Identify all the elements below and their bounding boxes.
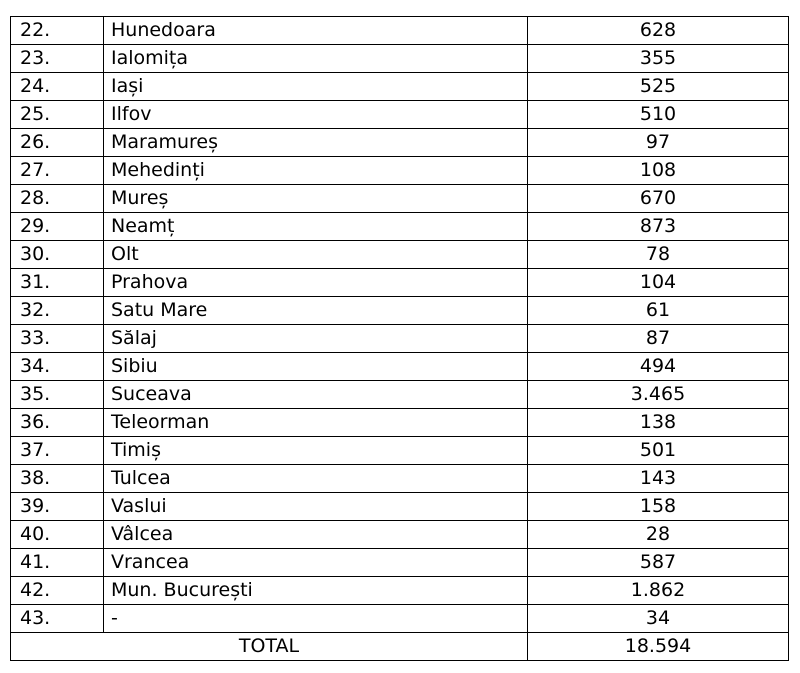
county-name: Neamț xyxy=(104,213,528,241)
table-row xyxy=(11,269,789,297)
county-value: 525 xyxy=(528,73,789,101)
county-name: Maramureș xyxy=(104,129,528,157)
row-number: 34. xyxy=(11,353,104,381)
county-value: 873 xyxy=(528,213,789,241)
county-name: Suceava xyxy=(104,381,528,409)
table-row xyxy=(11,241,789,269)
row-number: 31. xyxy=(11,269,104,297)
county-name: Timiș xyxy=(104,437,528,465)
row-number: 39. xyxy=(11,493,104,521)
county-name: Vaslui xyxy=(104,493,528,521)
county-name: Prahova xyxy=(104,269,528,297)
row-number: 42. xyxy=(11,577,104,605)
table-row xyxy=(11,549,789,577)
county-value: 1.862 xyxy=(528,577,789,605)
table-row xyxy=(11,437,789,465)
county-value: 87 xyxy=(528,325,789,353)
row-number: 29. xyxy=(11,213,104,241)
county-value: 104 xyxy=(528,269,789,297)
row-number: 35. xyxy=(11,381,104,409)
county-value: 108 xyxy=(528,157,789,185)
county-table xyxy=(10,16,789,661)
row-number: 24. xyxy=(11,73,104,101)
row-number: 38. xyxy=(11,465,104,493)
table-row xyxy=(11,185,789,213)
county-value: 28 xyxy=(528,521,789,549)
county-value: 587 xyxy=(528,549,789,577)
county-value: 510 xyxy=(528,101,789,129)
table-row xyxy=(11,73,789,101)
row-number: 40. xyxy=(11,521,104,549)
county-name: Mun. București xyxy=(104,577,528,605)
county-name: Mehedinți xyxy=(104,157,528,185)
row-number: 25. xyxy=(11,101,104,129)
row-number: 37. xyxy=(11,437,104,465)
county-name: Ilfov xyxy=(104,101,528,129)
county-value: 34 xyxy=(528,605,789,633)
table-row xyxy=(11,353,789,381)
county-name: Vrancea xyxy=(104,549,528,577)
county-value: 670 xyxy=(528,185,789,213)
county-name: Iași xyxy=(104,73,528,101)
table-row xyxy=(11,521,789,549)
county-name: Sibiu xyxy=(104,353,528,381)
county-value: 628 xyxy=(528,17,789,45)
table-row xyxy=(11,101,789,129)
county-value: 143 xyxy=(528,465,789,493)
row-number: 30. xyxy=(11,241,104,269)
table-row xyxy=(11,129,789,157)
total-row xyxy=(11,633,789,661)
row-number: 43. xyxy=(11,605,104,633)
county-value: 138 xyxy=(528,409,789,437)
table-row xyxy=(11,45,789,73)
county-value: 501 xyxy=(528,437,789,465)
row-number: 27. xyxy=(11,157,104,185)
county-name: Hunedoara xyxy=(104,17,528,45)
table-row xyxy=(11,605,789,633)
row-number: 36. xyxy=(11,409,104,437)
county-name: Teleorman xyxy=(104,409,528,437)
row-number: 26. xyxy=(11,129,104,157)
county-value: 97 xyxy=(528,129,789,157)
table-row xyxy=(11,297,789,325)
county-value: 3.465 xyxy=(528,381,789,409)
table-row xyxy=(11,409,789,437)
county-value: 61 xyxy=(528,297,789,325)
table-row xyxy=(11,325,789,353)
county-name: Mureș xyxy=(104,185,528,213)
table-row xyxy=(11,465,789,493)
row-number: 22. xyxy=(11,17,104,45)
county-name: Vâlcea xyxy=(104,521,528,549)
table-row xyxy=(11,17,789,45)
county-name: Tulcea xyxy=(104,465,528,493)
table-row xyxy=(11,577,789,605)
total-value: 18.594 xyxy=(528,633,789,661)
table-row xyxy=(11,493,789,521)
county-table-body xyxy=(11,17,789,661)
county-name: Sălaj xyxy=(104,325,528,353)
county-value: 78 xyxy=(528,241,789,269)
row-number: 33. xyxy=(11,325,104,353)
row-number: 41. xyxy=(11,549,104,577)
row-number: 28. xyxy=(11,185,104,213)
county-name: Satu Mare xyxy=(104,297,528,325)
table-row xyxy=(11,381,789,409)
county-name: - xyxy=(104,605,528,633)
county-value: 355 xyxy=(528,45,789,73)
county-value: 494 xyxy=(528,353,789,381)
table-row xyxy=(11,213,789,241)
county-name: Olt xyxy=(104,241,528,269)
county-value: 158 xyxy=(528,493,789,521)
row-number: 32. xyxy=(11,297,104,325)
table-row xyxy=(11,157,789,185)
total-label: TOTAL xyxy=(11,633,528,661)
county-name: Ialomița xyxy=(104,45,528,73)
row-number: 23. xyxy=(11,45,104,73)
